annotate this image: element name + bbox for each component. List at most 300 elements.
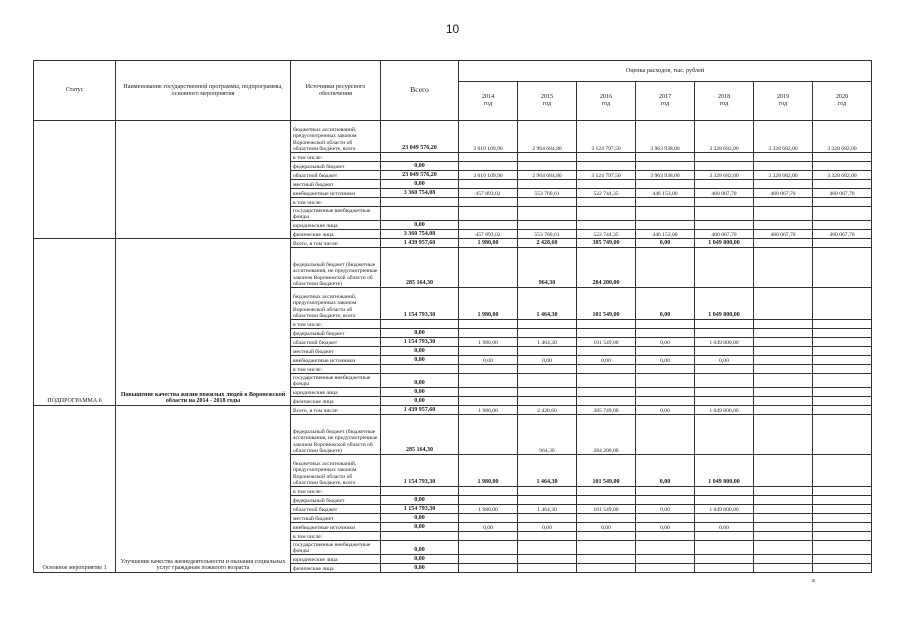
row-value-2018: 460 067,70 xyxy=(695,189,754,198)
row-value-2019 xyxy=(754,505,813,514)
row-value-2016: 522 744,35 xyxy=(577,189,636,198)
row-value-2015: 553 760,61 xyxy=(518,189,577,198)
row-source: областной бюджет xyxy=(291,338,381,347)
row-source: местный бюджет xyxy=(291,514,381,523)
row-value-2015 xyxy=(518,198,577,207)
row-total: 0,00 xyxy=(381,555,459,564)
row-source: физические лица xyxy=(291,397,381,406)
row-value-2017: 0,00 xyxy=(636,505,695,514)
row-total: 0,00 xyxy=(381,374,459,388)
row-value-2019 xyxy=(754,239,813,248)
row-value-2017: 0,00 xyxy=(636,523,695,532)
row-value-2017: 0,00 xyxy=(636,338,695,347)
row-source: внебюджетные источники xyxy=(291,523,381,532)
row-total: 285 164,30 xyxy=(381,415,459,455)
row-value-2019: 3 328 682,00 xyxy=(754,171,813,180)
row-value-2019 xyxy=(754,365,813,374)
row-value-2018 xyxy=(695,555,754,564)
row-value-2020: 3 328 682,00 xyxy=(813,121,872,153)
row-source: в том числе: xyxy=(291,320,381,329)
row-value-2015 xyxy=(518,388,577,397)
row-value-2020: 460 067,70 xyxy=(813,230,872,239)
row-value-2015 xyxy=(518,514,577,523)
row-total xyxy=(381,532,459,541)
row-value-2018: 1 049 800,00 xyxy=(695,338,754,347)
row-total xyxy=(381,487,459,496)
row-source: в том числе: xyxy=(291,153,381,162)
row-value-2017: 0,00 xyxy=(636,406,695,415)
row-total xyxy=(381,320,459,329)
row-value-2014 xyxy=(459,162,518,171)
header-year-2015 xyxy=(518,82,577,121)
row-source: внебюджетные источники xyxy=(291,356,381,365)
row-value-2016 xyxy=(577,329,636,338)
row-value-2016: 522 744,35 xyxy=(577,230,636,239)
row-source: местный бюджет xyxy=(291,180,381,189)
row-value-2018 xyxy=(695,320,754,329)
row-value-2016 xyxy=(577,397,636,406)
row-value-2017 xyxy=(636,153,695,162)
row-value-2019 xyxy=(754,487,813,496)
row-value-2014 xyxy=(459,496,518,505)
row-value-2014 xyxy=(459,198,518,207)
row-value-2015: 1 464,30 xyxy=(518,338,577,347)
row-value-2018 xyxy=(695,415,754,455)
row-value-2017 xyxy=(636,374,695,388)
row-value-2015 xyxy=(518,180,577,189)
row-total: 3 360 754,08 xyxy=(381,230,459,239)
row-value-2018 xyxy=(695,221,754,230)
row-source: в том числе: xyxy=(291,198,381,207)
row-value-2016 xyxy=(577,388,636,397)
row-value-2020 xyxy=(813,239,872,248)
row-value-2017 xyxy=(636,207,695,221)
row-value-2019 xyxy=(754,198,813,207)
row-value-2015 xyxy=(518,397,577,406)
row-value-2014 xyxy=(459,541,518,555)
row-total: 1 439 957,60 xyxy=(381,406,459,415)
row-value-2016: 284 200,00 xyxy=(577,415,636,455)
row-value-2018: 3 328 682,00 xyxy=(695,171,754,180)
row-value-2020 xyxy=(813,162,872,171)
row-total: 1 154 793,30 xyxy=(381,505,459,514)
row-value-2016 xyxy=(577,153,636,162)
row-value-2015 xyxy=(518,207,577,221)
row-value-2014 xyxy=(459,374,518,388)
row-value-2014 xyxy=(459,320,518,329)
header-estimate: Оценка расходов, тыс. рублей xyxy=(459,61,872,82)
row-value-2018 xyxy=(695,180,754,189)
row-value-2018: 0,00 xyxy=(695,523,754,532)
header-year-value: 2015 xyxy=(540,93,554,101)
row-total: 0,00 xyxy=(381,329,459,338)
row-status xyxy=(34,121,116,239)
header-year-value: 2014 xyxy=(481,93,495,101)
row-value-2019 xyxy=(754,455,813,487)
row-status: Основное мероприятие 1 xyxy=(34,406,116,573)
row-value-2018 xyxy=(695,532,754,541)
row-total: 0,00 xyxy=(381,347,459,356)
row-value-2015: 1 464,30 xyxy=(518,288,577,320)
row-source: юридические лица xyxy=(291,555,381,564)
header-year-2018 xyxy=(695,82,754,121)
row-source: федеральный бюджет (бюджетные ассигнования, не предусмотренные законом Воронежской области об областном бюджете) xyxy=(291,248,381,288)
row-value-2017 xyxy=(636,532,695,541)
row-value-2016: 0,00 xyxy=(577,523,636,532)
row-value-2019 xyxy=(754,541,813,555)
row-value-2015: 1 464,30 xyxy=(518,505,577,514)
row-value-2016 xyxy=(577,207,636,221)
row-value-2018: 0,00 xyxy=(695,356,754,365)
table-row xyxy=(34,121,872,153)
row-value-2019 xyxy=(754,338,813,347)
row-value-2018 xyxy=(695,248,754,288)
row-value-2020 xyxy=(813,455,872,487)
row-value-2015 xyxy=(518,532,577,541)
row-value-2014: 3 010 109,90 xyxy=(459,121,518,153)
row-value-2014: 1 980,00 xyxy=(459,288,518,320)
row-value-2016 xyxy=(577,221,636,230)
row-total xyxy=(381,207,459,221)
row-source: в том числе: xyxy=(291,532,381,541)
header-year-value: 2018 xyxy=(717,93,731,101)
row-value-2015 xyxy=(518,162,577,171)
row-value-2014 xyxy=(459,180,518,189)
row-value-2016 xyxy=(577,162,636,171)
row-value-2020 xyxy=(813,487,872,496)
row-source: местный бюджет xyxy=(291,347,381,356)
row-value-2018: 1 049 800,00 xyxy=(695,505,754,514)
row-value-2014 xyxy=(459,415,518,455)
row-value-2016 xyxy=(577,365,636,374)
header-status: Статус xyxy=(34,61,116,121)
row-value-2014 xyxy=(459,221,518,230)
row-value-2016: 101 549,00 xyxy=(577,455,636,487)
row-total: 0,00 xyxy=(381,523,459,532)
row-value-2014 xyxy=(459,532,518,541)
row-value-2019 xyxy=(754,415,813,455)
row-value-2019 xyxy=(754,329,813,338)
row-value-2019 xyxy=(754,207,813,221)
table-row xyxy=(34,406,872,415)
row-value-2014 xyxy=(459,564,518,573)
row-value-2014: 457 893,02 xyxy=(459,189,518,198)
row-value-2017 xyxy=(636,180,695,189)
row-value-2017: 0,00 xyxy=(636,356,695,365)
row-value-2014 xyxy=(459,487,518,496)
row-value-2020 xyxy=(813,153,872,162)
row-total: 0,00 xyxy=(381,541,459,555)
row-total: 0,00 xyxy=(381,356,459,365)
row-value-2016: 3 124 797,50 xyxy=(577,171,636,180)
row-total xyxy=(381,198,459,207)
row-value-2017 xyxy=(636,248,695,288)
row-source: бюджетных ассигнований, предусмотренных законом Воронежской области об областном бюджете, всего xyxy=(291,455,381,487)
row-total: 23 049 576,20 xyxy=(381,121,459,153)
row-value-2020 xyxy=(813,406,872,415)
corner-mark: a xyxy=(812,578,815,584)
header-year-2019 xyxy=(754,82,813,121)
row-value-2018 xyxy=(695,162,754,171)
row-source: федеральный бюджет xyxy=(291,329,381,338)
row-value-2015: 0,00 xyxy=(518,356,577,365)
row-value-2020: 3 328 682,00 xyxy=(813,171,872,180)
row-value-2019 xyxy=(754,406,813,415)
row-source: федеральный бюджет (бюджетные ассигнования, не предусмотренные законом Воронежской области об областном бюджете) xyxy=(291,415,381,455)
header-year-value: 2017 xyxy=(658,93,672,101)
row-value-2017: 3 963 938,00 xyxy=(636,121,695,153)
row-value-2014: 1 980,00 xyxy=(459,338,518,347)
row-source: Всего, в том числе: xyxy=(291,406,381,415)
row-value-2019 xyxy=(754,153,813,162)
row-value-2020 xyxy=(813,180,872,189)
page-number: 10 xyxy=(445,22,460,36)
row-value-2017 xyxy=(636,198,695,207)
row-value-2017 xyxy=(636,415,695,455)
row-value-2019 xyxy=(754,496,813,505)
row-value-2017 xyxy=(636,564,695,573)
row-value-2019 xyxy=(754,564,813,573)
row-value-2020 xyxy=(813,347,872,356)
row-total: 1 154 793,30 xyxy=(381,455,459,487)
header-year-unit: год xyxy=(719,100,729,107)
row-status: ПОДПРОГРАММА 6 xyxy=(34,239,116,406)
row-value-2020 xyxy=(813,329,872,338)
row-value-2020 xyxy=(813,532,872,541)
row-value-2018 xyxy=(695,207,754,221)
row-value-2018 xyxy=(695,514,754,523)
row-value-2016 xyxy=(577,564,636,573)
row-value-2016 xyxy=(577,532,636,541)
row-value-2015 xyxy=(518,564,577,573)
row-value-2016 xyxy=(577,320,636,329)
row-value-2018: 1 049 800,00 xyxy=(695,406,754,415)
header-year-unit: год xyxy=(483,100,493,107)
row-value-2020 xyxy=(813,374,872,388)
row-value-2018 xyxy=(695,198,754,207)
row-value-2020 xyxy=(813,415,872,455)
row-value-2014 xyxy=(459,329,518,338)
row-value-2014 xyxy=(459,347,518,356)
row-value-2020 xyxy=(813,288,872,320)
header-year-value: 2019 xyxy=(776,93,790,101)
row-value-2019 xyxy=(754,397,813,406)
row-value-2019 xyxy=(754,532,813,541)
row-value-2020 xyxy=(813,221,872,230)
header-year-unit: год xyxy=(601,100,611,107)
row-value-2017 xyxy=(636,388,695,397)
row-value-2015: 964,30 xyxy=(518,415,577,455)
row-value-2018 xyxy=(695,329,754,338)
row-value-2020 xyxy=(813,365,872,374)
row-value-2019 xyxy=(754,555,813,564)
row-value-2015 xyxy=(518,487,577,496)
row-value-2016 xyxy=(577,374,636,388)
header-year-2016 xyxy=(577,82,636,121)
row-total: 0,00 xyxy=(381,397,459,406)
row-value-2017: 446 153,00 xyxy=(636,230,695,239)
row-total xyxy=(381,365,459,374)
header-total: Всего xyxy=(381,61,459,121)
row-value-2015 xyxy=(518,221,577,230)
row-value-2020 xyxy=(813,505,872,514)
row-value-2016: 3 124 797,50 xyxy=(577,121,636,153)
row-value-2015: 553 760,61 xyxy=(518,230,577,239)
row-total: 0,00 xyxy=(381,514,459,523)
row-value-2015: 2 964 684,80 xyxy=(518,171,577,180)
row-value-2019 xyxy=(754,388,813,397)
row-value-2015 xyxy=(518,374,577,388)
row-value-2014 xyxy=(459,514,518,523)
row-total: 3 360 754,08 xyxy=(381,189,459,198)
header-year-2020 xyxy=(813,82,872,121)
row-source: в том числе: xyxy=(291,487,381,496)
row-value-2017 xyxy=(636,320,695,329)
row-value-2019 xyxy=(754,288,813,320)
row-value-2014 xyxy=(459,388,518,397)
row-source: федеральный бюджет xyxy=(291,162,381,171)
row-program-name xyxy=(116,121,291,239)
row-value-2017 xyxy=(636,555,695,564)
row-value-2020 xyxy=(813,496,872,505)
header-year-2014 xyxy=(459,82,518,121)
row-value-2015: 1 464,30 xyxy=(518,455,577,487)
row-total: 0,00 xyxy=(381,221,459,230)
header-year-value: 2020 xyxy=(835,93,849,101)
row-value-2018 xyxy=(695,388,754,397)
row-value-2020 xyxy=(813,541,872,555)
row-value-2020 xyxy=(813,388,872,397)
row-source: в том числе: xyxy=(291,365,381,374)
row-total: 285 164,30 xyxy=(381,248,459,288)
row-value-2020 xyxy=(813,198,872,207)
row-value-2018 xyxy=(695,487,754,496)
row-value-2014 xyxy=(459,248,518,288)
header-year-unit: год xyxy=(660,100,670,107)
row-value-2017 xyxy=(636,162,695,171)
row-value-2019: 460 067,70 xyxy=(754,230,813,239)
row-total: 0,00 xyxy=(381,388,459,397)
row-value-2020 xyxy=(813,555,872,564)
header-year-2017 xyxy=(636,82,695,121)
row-value-2017: 0,00 xyxy=(636,239,695,248)
row-program-name: Повышение качества жизни пожилых людей в Воронежской области на 2014 - 2018 годы xyxy=(116,239,291,406)
row-total: 0,00 xyxy=(381,496,459,505)
row-value-2019 xyxy=(754,162,813,171)
row-value-2018: 1 049 800,00 xyxy=(695,288,754,320)
row-source: юридические лица xyxy=(291,221,381,230)
row-source: федеральный бюджет xyxy=(291,496,381,505)
row-value-2016: 385 749,00 xyxy=(577,406,636,415)
row-value-2014 xyxy=(459,207,518,221)
row-value-2016 xyxy=(577,496,636,505)
row-value-2019: 3 328 682,00 xyxy=(754,121,813,153)
row-value-2016 xyxy=(577,198,636,207)
row-total xyxy=(381,153,459,162)
row-value-2017 xyxy=(636,514,695,523)
row-value-2016: 101 549,00 xyxy=(577,505,636,514)
row-value-2019 xyxy=(754,320,813,329)
row-value-2017 xyxy=(636,496,695,505)
row-value-2018 xyxy=(695,365,754,374)
row-value-2014: 1 980,00 xyxy=(459,455,518,487)
row-value-2017: 446 153,00 xyxy=(636,189,695,198)
row-source: физические лица xyxy=(291,230,381,239)
row-value-2019 xyxy=(754,180,813,189)
budget-table xyxy=(33,60,872,573)
row-source: Всего, в том числе: xyxy=(291,239,381,248)
row-value-2016: 0,00 xyxy=(577,356,636,365)
row-value-2018 xyxy=(695,496,754,505)
row-source: юридические лица xyxy=(291,388,381,397)
row-value-2018 xyxy=(695,374,754,388)
row-value-2020 xyxy=(813,207,872,221)
row-total: 23 049 576,20 xyxy=(381,171,459,180)
row-value-2019 xyxy=(754,523,813,532)
row-value-2016 xyxy=(577,514,636,523)
table-row xyxy=(34,239,872,248)
row-value-2016: 284 200,00 xyxy=(577,248,636,288)
row-value-2017 xyxy=(636,347,695,356)
row-value-2015 xyxy=(518,496,577,505)
row-value-2018: 1 049 800,00 xyxy=(695,455,754,487)
row-total: 0,00 xyxy=(381,564,459,573)
row-value-2014 xyxy=(459,365,518,374)
row-value-2015: 2 428,60 xyxy=(518,406,577,415)
row-value-2020 xyxy=(813,564,872,573)
row-value-2017: 3 963 938,00 xyxy=(636,171,695,180)
row-value-2020 xyxy=(813,397,872,406)
row-value-2017: 0,00 xyxy=(636,288,695,320)
row-value-2019 xyxy=(754,374,813,388)
row-value-2018 xyxy=(695,347,754,356)
row-value-2020 xyxy=(813,248,872,288)
row-value-2020 xyxy=(813,514,872,523)
row-value-2015 xyxy=(518,541,577,555)
row-value-2014 xyxy=(459,555,518,564)
row-value-2020 xyxy=(813,356,872,365)
header-year-value: 2016 xyxy=(599,93,613,101)
row-source: областной бюджет xyxy=(291,171,381,180)
row-value-2020 xyxy=(813,338,872,347)
row-value-2020: 460 067,70 xyxy=(813,189,872,198)
row-source: областной бюджет xyxy=(291,505,381,514)
row-value-2016 xyxy=(577,555,636,564)
row-total: 1 439 957,60 xyxy=(381,239,459,248)
row-value-2015 xyxy=(518,347,577,356)
row-value-2019 xyxy=(754,248,813,288)
row-value-2015: 0,00 xyxy=(518,523,577,532)
row-source: государственные внебюджетные фонды xyxy=(291,207,381,221)
row-value-2019 xyxy=(754,356,813,365)
row-value-2018 xyxy=(695,541,754,555)
row-total: 0,00 xyxy=(381,180,459,189)
row-value-2015 xyxy=(518,555,577,564)
row-value-2017 xyxy=(636,329,695,338)
row-value-2017 xyxy=(636,365,695,374)
row-value-2014: 1 980,00 xyxy=(459,505,518,514)
row-value-2014: 3 010 109,90 xyxy=(459,171,518,180)
row-value-2017 xyxy=(636,221,695,230)
row-source: бюджетных ассигнований, предусмотренных законом Воронежской области об областном бюджете, всего xyxy=(291,288,381,320)
row-value-2014: 1 980,00 xyxy=(459,406,518,415)
header-year-unit: год xyxy=(542,100,552,107)
row-value-2014: 457 893,02 xyxy=(459,230,518,239)
row-value-2020 xyxy=(813,320,872,329)
row-value-2018 xyxy=(695,153,754,162)
row-total: 1 154 793,30 xyxy=(381,338,459,347)
row-value-2017 xyxy=(636,541,695,555)
